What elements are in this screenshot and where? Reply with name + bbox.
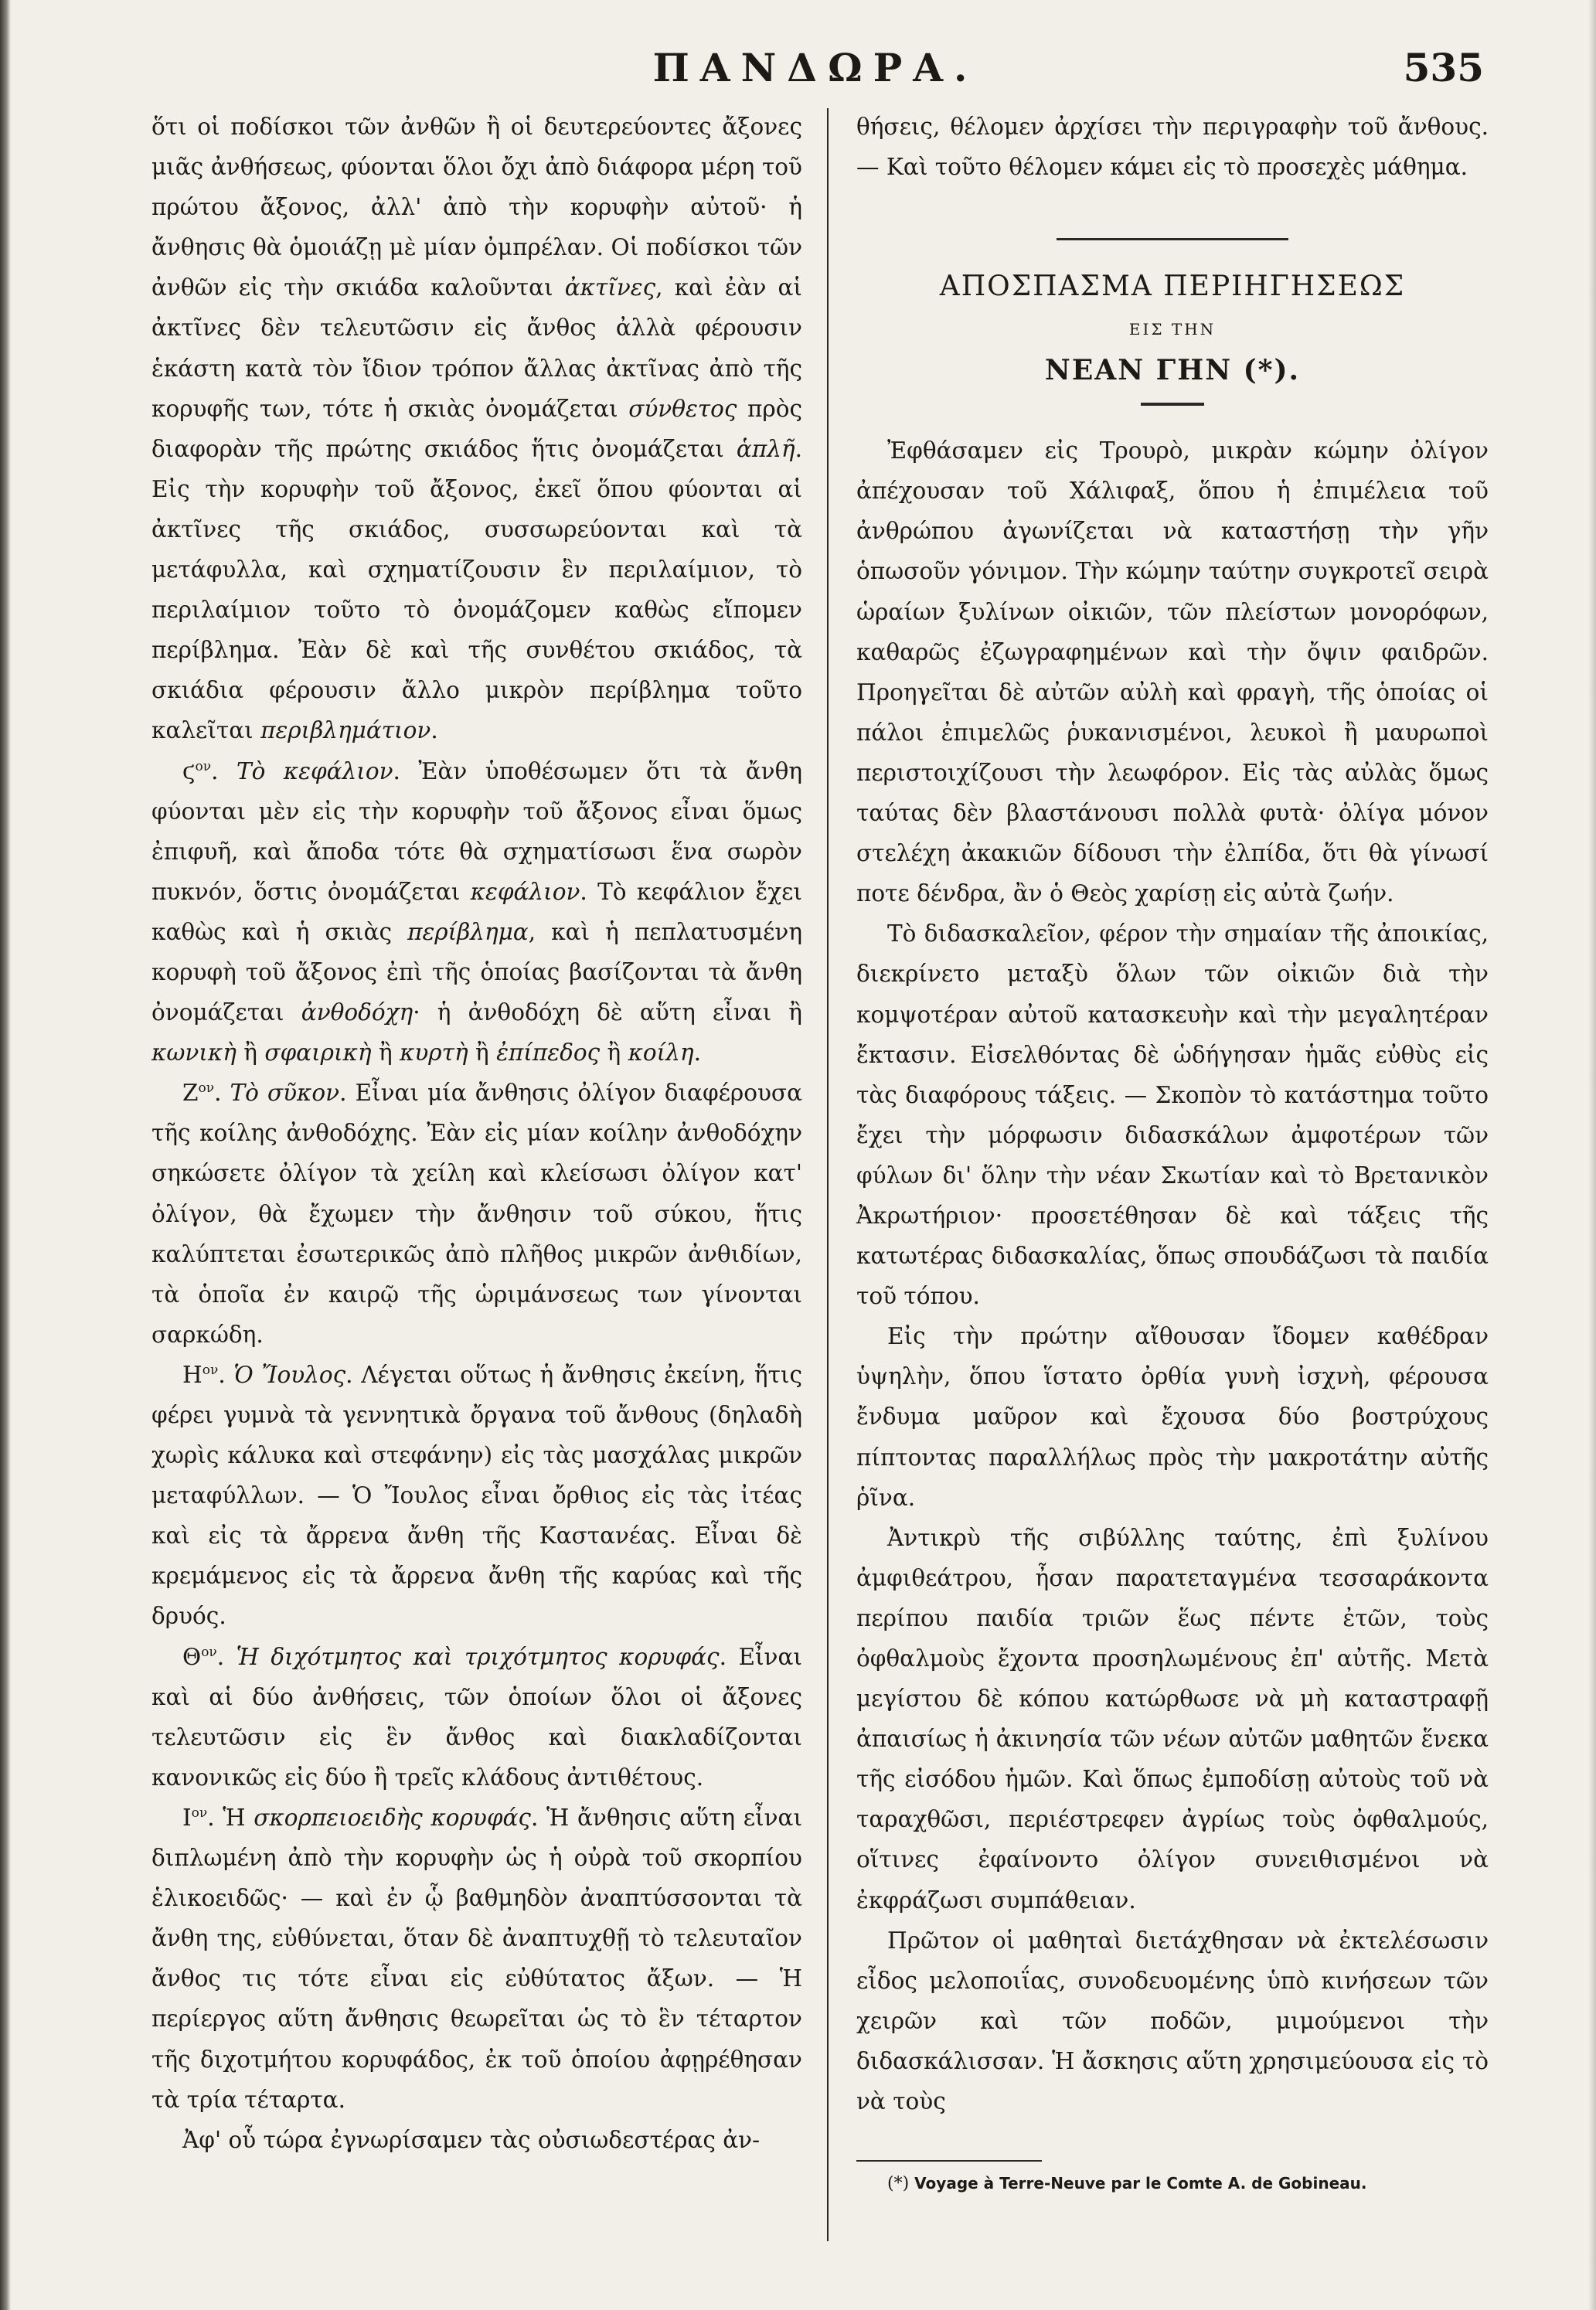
continued-paragraph: θήσεις, θέλομεν ἀρχίσει τὴν περιγραφὴν τοῦ ἄνθους. — Καὶ τοῦτο θέλομεν κάμει εἰς τὸ προσεχὲς μάθημα. [856, 114, 1489, 181]
italic-term: περιβλημάτιον [260, 717, 431, 744]
italic-term: Ἡ διχότμητος καὶ τριχότμητος κορυφάς [236, 1643, 720, 1670]
text-run: Η [182, 1361, 202, 1388]
text-run: . Ἐὰν ὑποθέσωμεν ὅτι τὰ ἄνθη φύονται μὲν εἰς τὴν κορυφὴν τοῦ ἄξονος εἶναι ὅμως ἐπιφυῆ, καὶ ἄποδα τότε θὰ σχηματίσωσι ἕνα σωρὸν πυκνόν, ὅστις ὀνομάζεται [151, 757, 802, 905]
italic-term: κωνικὴ [151, 1039, 237, 1067]
paragraph: Τὸ διδασκαλεῖον, φέρον τὴν σημαίαν τῆς ἀποικίας, διεκρίνετο μεταξὺ ὅλων τῶν οἰκιῶν διὰ τὴν κομψοτέραν αὐτοῦ κατασκευὴν καὶ τὴν μεγαλητέραν ἔκτασιν. Εἰσελθόντας δὲ ὡδήγησαν ἡμᾶς εὐθὺς εἰς τὰς διαφόρους τάξεις. — Σκοπὸν τὸ κατάστημα τοῦτο ἔχει τὴν μόρφωσιν διδασκάλων ἀμφοτέρων τῶν φύλων δι' ὅλην τὴν νέαν Σκωτίαν καὶ τὸ Βρετανικὸν Ἀκρωτήριον· προσετέθησαν δὲ καὶ τάξεις τῆς κατωτέρας διδασκαλίας, ὅπως σπουδάζωσι τὰ παιδία τοῦ τόπου. [856, 920, 1489, 1310]
paragraph [151, 1355, 802, 1637]
title-ornament-rule [1141, 403, 1204, 406]
italic-term: Ὁ Ἴουλος [233, 1361, 346, 1388]
italic-term: Τὸ κεφάλιον [236, 757, 393, 784]
page-binding-shadow [0, 0, 11, 2310]
text-run: Ἀφ' οὗ τώρα ἐγνωρίσαμεν τὰς οὐσιωδεστέρας ἀν- [182, 2126, 761, 2153]
footnote-marker: (*) [887, 2174, 910, 2194]
text-run: ἢ [468, 1039, 497, 1067]
article-subtitle: ΕΙΣ ΤΗΝ [1128, 320, 1217, 339]
page-edge [1588, 0, 1596, 2310]
italic-term: σφαιρικὴ [264, 1039, 372, 1067]
footnote-separator [856, 2160, 1042, 2162]
paragraph [151, 1798, 802, 2120]
paragraph [151, 1073, 802, 1355]
italic-term: σκορπειοειδὴς κορυφάς [254, 1804, 531, 1831]
text-run: . Εἰς τὴν κορυφὴν τοῦ ἄξονος, ἐκεῖ ὅπου φύονται αἱ ἀκτῖνες τῆς σκιάδος, συσσωρεύονται καὶ τὰ μετάφυλλα, καὶ σχηματίζουσιν ἓν περιλαίμιον, τὸ περιλαίμιον τοῦτο τὸ ὀνομάζομεν καθὼς εἴπομεν περίβλημα. Ἐὰν δὲ καὶ τῆς συνθέτου σκιάδος, τὰ σκιάδια φέρουσιν ἄλλο μικρὸν περίβλημα τοῦτο καλεῖται [151, 435, 802, 744]
text-run: , καὶ ἐὰν αἱ ἀκτῖνες δὲν τελευτῶσιν εἰς ἄνθος ἀλλὰ φέρουσιν ἑκάστη κατὰ τὸν ἴδιον τρόπον ἄλλας ἀκτῖνας ἀπὸ τῆς κορυφῆς των, τότε ἡ σκιὰς ὀνομάζεται [151, 274, 802, 422]
ordinal-suffix: ον [191, 1805, 208, 1822]
text-run: . [211, 757, 237, 784]
italic-term: ἐπίπεδος [496, 1039, 601, 1067]
column-divider [827, 108, 829, 2241]
italic-term: κοίλη [628, 1039, 694, 1067]
ordinal-suffix: ον [198, 1080, 215, 1097]
text-run: ἢ [236, 1039, 265, 1067]
paragraph: Ἀντικρὺ τῆς σιβύλλης ταύτης, ἐπὶ ξυλίνου ἀμφιθεάτρου, ἦσαν παρατεταγμένα τεσσαράκοντα περίπου παιδία τριῶν ἕως πέντε ἐτῶν, τοὺς ὀφθαλμοὺς ἔχοντα προσηλωμένους ἐπ' αὐτῆς. Μετὰ μεγίστου δὲ κόπου κατώρθωσε νὰ μὴ καταστραφῇ ἀπαισίως ἡ ἀκινησία τῶν νέων αὐτῶν μαθητῶν ἕνεκα τῆς εἰσόδου ἡμῶν. Καὶ ὅπως ἐμποδίσῃ αὐτοὺς τοῦ νὰ ταραχθῶσι, περιέστρεφεν ἀγρίως τοὺς ὀφθαλμούς, οἵτινες ἐφαίνοντο ὀλίγον συνειθισμένοι νὰ ἐκφράζωσι συμπάθειαν. [856, 1524, 1489, 1914]
text-run: . Ἡ [207, 1804, 254, 1831]
text-run: . [430, 717, 438, 744]
paragraph [151, 751, 802, 1073]
text-run: . [693, 1039, 701, 1067]
running-title: ΠΑΝΔΩΡΑ. [652, 45, 978, 90]
italic-term: κυρτὴ [400, 1039, 468, 1067]
text-run: ὅτι οἱ ποδίσκοι τῶν ἀνθῶν ἢ οἱ δευτερεύοντες ἄξονες μιᾶς ἀνθήσεως, φύονται ὅλοι ὄχι ἀπὸ διάφορα μέρη τοῦ πρώτου ἄξονος, ἀλλ' ἀπὸ τὴν κορυφὴν αὐτοῦ· ἡ ἄνθησις θὰ ὁμοιάζῃ μὲ μίαν ὀμπρέλαν. Οἱ ποδίσκοι τῶν ἀνθῶν εἰς τὴν σκιάδα καλοῦνται [151, 114, 802, 301]
text-run: · ἡ ἀνθοδόχη δὲ αὕτη εἶναι ἢ [413, 999, 802, 1026]
article-place: ΝΕΑΝ ΓΗΝ (*). [1044, 354, 1301, 387]
right-column [856, 107, 1489, 2196]
article-title: ΑΠΟΣΠΑΣΜΑ ΠΕΡΙΗΓΗΣΕΩΣ [939, 270, 1406, 303]
text-run: . [214, 1080, 230, 1107]
paragraph: Ἐφθάσαμεν εἰς Τρουρὸ, μικρὰν κώμην ὀλίγον ἀπέχουσαν τοῦ Χάλιφαξ, ὅπου ἡ ἐπιμέλεια τοῦ ἀνθρώπου ἀγωνίζεται νὰ καταστήσῃ τὴν γῆν ὁπωσοῦν γόνιμον. Τὴν κώμην ταύτην συγκροτεῖ σειρὰ ὡραίων ξυλίνων οἰκιῶν, τῶν πλείστων μονορόφων, καθαρῶς ἐζωγραφημένων καὶ τὴν ὄψιν φαιδρῶν. Προηγεῖται δὲ αὐτῶν αὐλὴ καὶ φραγὴ, τῆς ὁποίας οἱ πάλοι ἐπιμελῶς ῥυκανισμένοι, λευκοὶ ἢ μαυρωποὶ περιστοιχίζουσι τὴν λεωφόρον. Εἰς τὰς αὐλὰς ὅμως ταύτας δὲν βλαστάνουσι πολλὰ φυτὰ· ὀλίγα μόνον στελέχη ἀκακιῶν δίδουσι τὴν ἐλπίδα, ὅτι θὰ γίνωσί ποτε δένδρα, ἂν ὁ Θεὸς χαρίσῃ εἰς αὐτὰ ζωήν. [856, 437, 1489, 907]
ordinal-suffix: ον [201, 1644, 217, 1660]
text-run: ϛ [182, 757, 196, 784]
ordinal-suffix: ον [195, 758, 212, 774]
text-run: . Εἶναι μία ἄνθησις ὀλίγον διαφέρουσα τῆς κοίλης ἀνθοδόχης. Ἐὰν εἰς μίαν κοίλην ἀνθοδόχην σηκώσετε ὀλίγον τὰ χείλη καὶ κλείσωσι ὀλίγον κατ' ὀλίγον, θὰ ἔχωμεν τὴν ἄνθησιν τοῦ σύκου, ἥτις καλύπτεται ἐσωτερικῶς ἀπὸ πλῆθος μικρῶν ἀνθιδίων, τὰ ὁποῖα ἐν καιρῷ τῆς ὡριμάνσεως των γίνονται σαρκώδη. [151, 1080, 802, 1348]
text-run: . Λέγεται οὕτως ἡ ἄνθησις ἐκείνη, ἥτις φέρει γυμνὰ τὰ γεννητικὰ ὄργανα τοῦ ἄνθους (δηλαδὴ χωρὶς κάλυκα καὶ στεφάνην) εἰς τὰς μασχάλας μικρῶν μεταφύλλων. — Ὁ Ἴουλος εἶναι ὄρθιος εἰς τὰς ἰτέας καὶ εἰς τὰ ἄρρενα ἄνθη τῆς Καστανέας. Εἶναι δὲ κρεμάμενος εἰς τὰ ἄρρενα ἄνθη τῆς καρύας καὶ τῆς δρυός. [151, 1361, 802, 1630]
text-run: ἢ [600, 1039, 628, 1067]
italic-term: ἁπλῆ [736, 435, 795, 462]
paragraph [151, 2120, 802, 2160]
text-run: . Εἶναι καὶ αἱ δύο ἀνθήσεις, τῶν ὁποίων ὅλοι οἱ ἄξονες τελευτῶσιν εἰς ἓν ἄνθος καὶ διακλαδίζονται κανονικῶς εἰς δύο ἢ τρεῖς κλάδους ἀντιθέτους. [151, 1643, 802, 1791]
left-column [151, 107, 802, 2160]
italic-term: κεφάλιον [470, 878, 580, 905]
section-separator [1057, 238, 1288, 240]
page-header [147, 45, 1484, 99]
footnote-text: Voyage à Terre-Neuve par le Comte A. de Gobineau. [914, 2174, 1367, 2193]
text-run: . Τὸ κεφάλιον ἔχει καθὼς καὶ ἡ σκιὰς [151, 878, 802, 945]
italic-term: περίβλημα [407, 918, 529, 945]
ordinal-suffix: ον [202, 1363, 219, 1379]
text-run: , καὶ ἡ πεπλατυσμένη κορυφὴ τοῦ ἄξονος ἐπὶ τῆς ὁποίας βασίζονται τὰ ἄνθη ὀνομάζεται [151, 918, 802, 1026]
italic-term: ἀκτῖνες [564, 274, 656, 301]
text-run: Θ [182, 1643, 202, 1670]
paragraph [151, 107, 802, 751]
footnote [856, 2171, 1489, 2196]
text-run: Ζ [182, 1080, 199, 1107]
text-run: . [216, 1643, 237, 1670]
text-run: . Ἡ ἄνθησις αὕτη εἶναι διπλωμένη ἀπὸ τὴν κορυφὴν ὡς ἡ οὐρὰ τοῦ σκορπίου ἑλικοειδῶς· — καὶ ἐν ᾧ βαθμηδὸν ἀναπτύσσονται τὰ ἄνθη της, εὐθύνεται, ὅταν δὲ ἀναπτυχθῇ τὸ τελευταῖον ἄνθος τις τότε εἶναι εἰς εὐθύτατος ἄξων. — Ἡ περίεργος αὕτη ἄνθησις θεωρεῖται ὡς τὸ ἓν τέταρτον τῆς διχοτμήτου κορυφάδος, ἐκ τοῦ ὁποίου ἀφῃρέθησαν τὰ τρία τέταρτα. [151, 1804, 803, 2113]
text-run: ἢ [371, 1039, 400, 1067]
text-run: . [218, 1361, 234, 1388]
article-body [856, 430, 1489, 2121]
page-number: 535 [1403, 45, 1484, 90]
text-run: πρὸς διαφορὰν τῆς πρώτης σκιάδος ἥτις ὀνομάζεται [151, 395, 803, 462]
text-run: Ι [182, 1804, 192, 1831]
italic-term: Τὸ σῦκον [230, 1080, 340, 1107]
paragraph [151, 1637, 802, 1798]
paragraph: Πρῶτον οἱ μαθηταὶ διετάχθησαν νὰ ἐκτελέσωσιν εἶδος μελοποιΐας, συνοδευομένης ὑπὸ κινήσεων τῶν χειρῶν καὶ τῶν ποδῶν, μιμούμενοι τὴν διδασκάλισσαν. Ἡ ἄσκησις αὕτη χρησιμεύουσα εἰς τὸ νὰ τοὺς [856, 1927, 1489, 2115]
italic-term: σύνθετος [628, 395, 737, 422]
italic-term: ἀνθοδόχη [301, 999, 413, 1026]
paragraph: Εἰς τὴν πρώτην αἴθουσαν ἴδομεν καθέδραν ὑψηλὴν, ὅπου ἵστατο ὀρθία γυνὴ ἰσχνὴ, φέρουσα ἔνδυμα μαῦρον καὶ ἔχουσα δύο βοστρύχους πίπτοντας παραλλήλως πρὸς τὴν μακροτάτην αὐτῆς ῥῖνα. [856, 1323, 1489, 1511]
